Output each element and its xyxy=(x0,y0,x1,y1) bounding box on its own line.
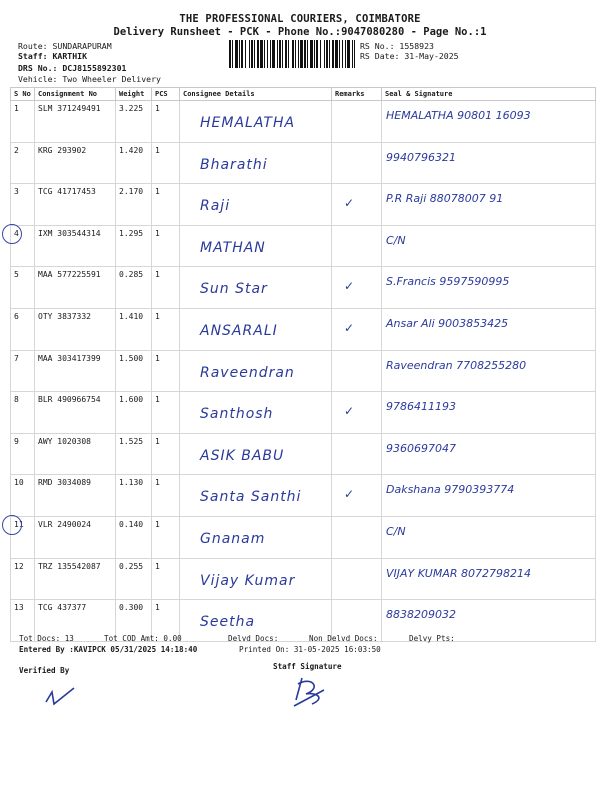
consignee-details: Bharathi xyxy=(200,156,268,173)
table-row xyxy=(11,516,596,558)
remarks: ✓ xyxy=(344,279,355,294)
col-remarks: Remarks xyxy=(332,88,382,101)
pieces: 1 xyxy=(152,392,180,434)
circled-mark xyxy=(2,224,22,244)
consignee-cell xyxy=(180,142,332,184)
consignee-cell xyxy=(180,267,332,309)
delivered-docs: Delvd Docs: xyxy=(228,634,279,643)
signature-cell xyxy=(382,475,596,517)
remarks-cell xyxy=(332,225,382,267)
signature-cell xyxy=(382,308,596,350)
consignee-cell xyxy=(180,225,332,267)
consignee-details: Santhosh xyxy=(200,406,274,423)
remarks: ✓ xyxy=(344,196,355,211)
seal-signature: Ansar Ali 9003853425 xyxy=(386,316,509,330)
signature-cell xyxy=(382,350,596,392)
weight: 1.295 xyxy=(116,225,152,267)
consignee-cell xyxy=(180,558,332,600)
table-row xyxy=(11,142,596,184)
table-header-row xyxy=(11,88,596,101)
tot-docs: Tot Docs: 13 xyxy=(19,634,74,643)
row-sno: 4 xyxy=(11,225,35,267)
col-consignment: Consignment No xyxy=(35,88,116,101)
pieces: 1 xyxy=(152,516,180,558)
weight: 0.140 xyxy=(116,516,152,558)
consignee-cell xyxy=(180,433,332,475)
row-sno: 9 xyxy=(11,433,35,475)
consignment-number: TCG 437377 xyxy=(35,600,116,642)
seal-signature: 8838209032 xyxy=(386,608,456,622)
table-row xyxy=(11,558,596,600)
weight: 0.300 xyxy=(116,600,152,642)
rs-date: RS Date: 31-May-2025 xyxy=(360,51,459,61)
weight: 3.225 xyxy=(116,101,152,143)
pieces: 1 xyxy=(152,600,180,642)
consignment-number: SLM 371249491 xyxy=(35,101,116,143)
pieces: 1 xyxy=(152,475,180,517)
row-sno: 2 xyxy=(11,142,35,184)
signature-cell xyxy=(382,433,596,475)
vehicle-label: Vehicle: Two Wheeler Delivery xyxy=(18,74,161,84)
consignment-number: RMD 3034089 xyxy=(35,475,116,517)
verified-signature-icon xyxy=(40,680,80,710)
weight: 0.285 xyxy=(116,267,152,309)
drs-number: DRS No.: DCJ8155892301 xyxy=(18,63,127,73)
seal-signature: 9786411193 xyxy=(386,400,456,414)
col-pcs: PCS xyxy=(152,88,180,101)
delivery-points: Delvy Pts: xyxy=(409,634,455,643)
seal-signature: VIJAY KUMAR 8072798214 xyxy=(386,566,531,580)
weight: 1.500 xyxy=(116,350,152,392)
consignee-details: Gnanam xyxy=(200,530,266,547)
consignee-cell xyxy=(180,475,332,517)
pieces: 1 xyxy=(152,308,180,350)
row-sno: 8 xyxy=(11,392,35,434)
consignee-details: HEMALATHA xyxy=(200,115,296,131)
row-sno: 1 xyxy=(11,101,35,143)
consignment-number: BLR 490966754 xyxy=(35,392,116,434)
signature-cell xyxy=(382,267,596,309)
weight: 1.410 xyxy=(116,308,152,350)
row-sno: 13 xyxy=(11,600,35,642)
remarks: ✓ xyxy=(344,487,355,502)
row-sno: 7 xyxy=(11,350,35,392)
weight: 1.130 xyxy=(116,475,152,517)
pieces: 1 xyxy=(152,267,180,309)
seal-signature: HEMALATHA 90801 16093 xyxy=(386,109,531,122)
pieces: 1 xyxy=(152,350,180,392)
consignee-cell xyxy=(180,350,332,392)
rs-number: RS No.: 1558923 xyxy=(360,41,434,51)
remarks-cell xyxy=(332,308,382,350)
signature-cell xyxy=(382,142,596,184)
signature-cell xyxy=(382,225,596,267)
consignee-details: Santa Santhi xyxy=(200,489,302,506)
entered-by: Entered By :KAVIPCK 05/31/2025 14:18:40 xyxy=(19,645,198,654)
weight: 1.420 xyxy=(116,142,152,184)
col-weight: Weight xyxy=(116,88,152,101)
remarks-cell xyxy=(332,184,382,226)
weight: 0.255 xyxy=(116,558,152,600)
consignment-number: IXM 303544314 xyxy=(35,225,116,267)
consignee-details: Sun Star xyxy=(200,281,268,298)
non-delivered-docs: Non Delvd Docs: xyxy=(309,634,378,643)
table-row xyxy=(11,184,596,226)
col-seal-signature: Seal & Signature xyxy=(382,88,596,101)
seal-signature: P.R Raji 88078007 91 xyxy=(386,192,504,206)
consignment-number: OTY 3837332 xyxy=(35,308,116,350)
consignee-details: ANSARALI xyxy=(200,322,278,339)
remarks-cell xyxy=(332,142,382,184)
pieces: 1 xyxy=(152,184,180,226)
printed-on: Printed On: 31-05-2025 16:03:50 xyxy=(239,645,381,654)
consignment-number: MAA 577225591 xyxy=(35,267,116,309)
verified-by-label: Verified By xyxy=(19,666,70,675)
seal-signature: Raveendran 7708255280 xyxy=(386,358,527,372)
pieces: 1 xyxy=(152,142,180,184)
row-sno: 11 xyxy=(11,516,35,558)
table-row xyxy=(11,225,596,267)
table-row xyxy=(11,600,596,642)
table-row xyxy=(11,101,596,143)
col-sno: S No xyxy=(11,88,35,101)
route-label: Route: SUNDARAPURAM xyxy=(18,41,112,51)
signature-cell xyxy=(382,558,596,600)
weight: 1.600 xyxy=(116,392,152,434)
seal-signature: 9360697047 xyxy=(386,441,456,455)
consignee-details: Seetha xyxy=(200,614,256,631)
table-row xyxy=(11,392,596,434)
consignee-details: ASIK BABU xyxy=(200,447,285,464)
remarks-cell xyxy=(332,101,382,143)
company-title: THE PROFESSIONAL COURIERS, COIMBATORE xyxy=(179,13,421,25)
barcode-icon xyxy=(229,40,355,68)
consignee-cell xyxy=(180,101,332,143)
table-row xyxy=(11,267,596,309)
pieces: 1 xyxy=(152,101,180,143)
consignee-details: Raji xyxy=(200,198,231,215)
cod-amount: Tot COD Amt: 0.00 xyxy=(104,634,182,643)
consignee-details: MATHAN xyxy=(200,239,266,256)
consignment-number: MAA 303417399 xyxy=(35,350,116,392)
signature-cell xyxy=(382,184,596,226)
table-row xyxy=(11,433,596,475)
remarks-cell xyxy=(332,558,382,600)
row-sno: 3 xyxy=(11,184,35,226)
seal-signature: C/N xyxy=(386,524,406,538)
remarks-cell xyxy=(332,267,382,309)
pieces: 1 xyxy=(152,225,180,267)
remarks-cell xyxy=(332,350,382,392)
row-sno: 6 xyxy=(11,308,35,350)
seal-signature: C/N xyxy=(386,233,406,247)
seal-signature: S.Francis 9597590995 xyxy=(386,275,510,289)
consignment-number: TRZ 135542087 xyxy=(35,558,116,600)
remarks: ✓ xyxy=(344,404,355,419)
consignment-number: TCG 41717453 xyxy=(35,184,116,226)
table-row xyxy=(11,308,596,350)
remarks-cell xyxy=(332,392,382,434)
signature-cell xyxy=(382,392,596,434)
row-sno: 10 xyxy=(11,475,35,517)
consignee-cell xyxy=(180,308,332,350)
consignee-details: Raveendran xyxy=(200,364,295,381)
weight: 1.525 xyxy=(116,433,152,475)
runsheet-title: Delivery Runsheet - PCK - Phone No.:9047080280 - Page No.:1 xyxy=(113,26,487,38)
signature-cell xyxy=(382,516,596,558)
consignment-number: VLR 2490024 xyxy=(35,516,116,558)
remarks-cell xyxy=(332,516,382,558)
remarks: ✓ xyxy=(344,320,355,335)
pieces: 1 xyxy=(152,433,180,475)
remarks-cell xyxy=(332,475,382,517)
signature-cell xyxy=(382,101,596,143)
circled-mark xyxy=(2,515,22,535)
row-sno: 5 xyxy=(11,267,35,309)
table-row xyxy=(11,350,596,392)
consignee-cell xyxy=(180,516,332,558)
row-sno: 12 xyxy=(11,558,35,600)
table-row xyxy=(11,475,596,517)
consignee-details: Vijay Kumar xyxy=(200,572,296,589)
staff-signature-icon xyxy=(286,670,332,710)
staff-label: Staff: KARTHIK xyxy=(18,51,88,61)
seal-signature: 9940796321 xyxy=(386,150,456,164)
consignment-number: KRG 293902 xyxy=(35,142,116,184)
pieces: 1 xyxy=(152,558,180,600)
seal-signature: Dakshana 9790393774 xyxy=(386,483,515,497)
col-consignee: Consignee Details xyxy=(180,88,332,101)
consignee-cell xyxy=(180,392,332,434)
runsheet-table xyxy=(10,87,596,642)
weight: 2.170 xyxy=(116,184,152,226)
consignment-number: AWY 1020308 xyxy=(35,433,116,475)
staff-signature-label: Staff Signature xyxy=(273,662,342,671)
remarks-cell xyxy=(332,433,382,475)
consignee-cell xyxy=(180,184,332,226)
